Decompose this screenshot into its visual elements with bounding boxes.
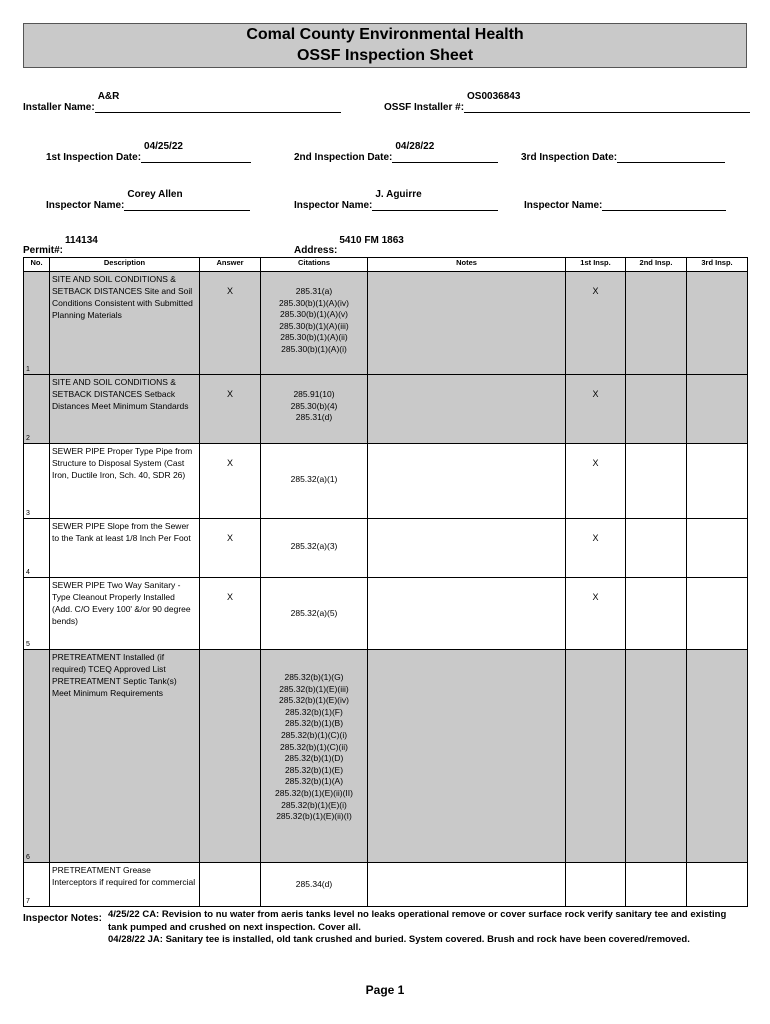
header-notes: Notes [368, 258, 566, 272]
row-insp1: X [566, 578, 626, 650]
row-description: PRETREATMENT Installed (if required) TCEQ Approved List PRETREATMENT Septic Tank(s) Meet Minimum Requirements [50, 650, 200, 863]
row-number: 3 [26, 510, 30, 517]
row-insp3 [687, 272, 748, 375]
header-insp2: 2nd Insp. [626, 258, 687, 272]
row-insp1 [566, 863, 626, 907]
row-insp1 [566, 650, 626, 863]
table-row [24, 272, 748, 375]
row-description: SEWER PIPE Proper Type Pipe from Structure to Disposal System (Cast Iron, Ductile Iron, Sch. 40, SDR 26) [50, 444, 200, 519]
row-answer: X [200, 272, 261, 375]
row-insp2 [626, 863, 687, 907]
row-number: 1 [26, 366, 30, 373]
table-row [24, 863, 748, 907]
header-answer: Answer [200, 258, 261, 272]
row-answer: X [200, 444, 261, 519]
row-notes [368, 578, 566, 650]
row-citations: 285.32(a)(3) [261, 519, 368, 578]
inspector-note-1: 4/25/22 CA: Revision to nu water from aeris tanks level no leaks operational remove or cover surface rock verify sanitary tee and existing tank pumped and crushed on next inspection. Cover all. [108, 909, 727, 933]
row-insp2 [626, 519, 687, 578]
row-insp3 [687, 444, 748, 519]
row-notes [368, 519, 566, 578]
table-row [24, 375, 748, 444]
row-answer: X [200, 578, 261, 650]
installer-name-value: A&R [97, 91, 120, 102]
row-insp1: X [566, 444, 626, 519]
row-answer: X [200, 519, 261, 578]
inspector3-field: Inspector Name: [524, 196, 726, 211]
table-row [24, 444, 748, 519]
row-answer: X [200, 375, 261, 444]
table-header-row [24, 258, 748, 272]
header-no: No. [24, 258, 50, 272]
row-notes [368, 375, 566, 444]
row-number: 7 [26, 898, 30, 905]
row-notes [368, 444, 566, 519]
inspector-notes [108, 909, 748, 947]
row-citations: 285.31(a) 285.30(b)(1)(A)(iv) 285.30(b)(1)(A)(v) 285.30(b)(1)(A)(iii) 285.30(b)(1)(A)(ii) 285.30(b)(1)(A)(i) [261, 272, 368, 375]
third-inspection-date-field: 3rd Inspection Date: [521, 148, 725, 163]
permit-value: 114134 [65, 235, 98, 246]
row-notes [368, 863, 566, 907]
row-notes [368, 272, 566, 375]
header-citations: Citations [261, 258, 368, 272]
first-inspection-date-field: 1st Inspection Date: 04/25/22 [46, 148, 251, 163]
row-citations: 285.34(d) [261, 863, 368, 907]
row-description: PRETREATMENT Grease Interceptors if required for commercial [50, 863, 200, 907]
installer-number-field: OSSF Installer #: OS0036843 [384, 98, 750, 113]
row-insp2 [626, 272, 687, 375]
table-row [24, 519, 748, 578]
row-insp1: X [566, 519, 626, 578]
address-field: Address: 5410 FM 1863 [294, 235, 404, 256]
row-insp2 [626, 650, 687, 863]
row-insp1: X [566, 272, 626, 375]
inspector2-value: J. Aguirre [375, 189, 422, 200]
row-answer [200, 863, 261, 907]
row-description: SITE AND SOIL CONDITIONS & SETBACK DISTANCES Setback Distances Meet Minimum Standards [50, 375, 200, 444]
header-description: Description [50, 258, 200, 272]
first-inspection-date-value: 04/25/22 [144, 141, 183, 152]
header-insp1: 1st Insp. [566, 258, 626, 272]
second-inspection-date-value: 04/28/22 [395, 141, 435, 152]
row-citations: 285.32(a)(1) [261, 444, 368, 519]
second-inspection-date-field: 2nd Inspection Date: 04/28/22 [294, 148, 498, 163]
row-description: SEWER PIPE Slope from the Sewer to the Tank at least 1/8 Inch Per Foot [50, 519, 200, 578]
row-insp2 [626, 375, 687, 444]
row-citations: 285.32(b)(1)(G) 285.32(b)(1)(E)(iii) 285.32(b)(1)(E)(iv) 285.32(b)(1)(F) 285.32(b)(1)(B) 285.32(b)(1)(C)(i) 285.32(b)(1)(C)(ii) 285.32(b)(1)(D) 285.32(b)(1)(E) 285.32(b)(1)(A) 285.32(b)(1)(E)(ii)(II) 285.32(b)(1)(E)(i) 285.32(b)(1)(E)(ii)(I) [261, 650, 368, 863]
row-number: 4 [26, 569, 30, 576]
row-insp3 [687, 650, 748, 863]
row-insp1: X [566, 375, 626, 444]
header-insp3: 3rd Insp. [687, 258, 748, 272]
inspector1-field: Inspector Name: Corey Allen [46, 196, 250, 211]
row-insp3 [687, 519, 748, 578]
row-insp3 [687, 863, 748, 907]
row-insp3 [687, 375, 748, 444]
inspector1-value: Corey Allen [127, 189, 183, 200]
row-citations: 285.91(10) 285.30(b)(4) 285.31(d) [261, 375, 368, 444]
table-row [24, 650, 748, 863]
row-number: 5 [26, 641, 30, 648]
row-answer [200, 650, 261, 863]
address-value: 5410 FM 1863 [339, 235, 404, 246]
installer-name-field: Installer Name: A&R [23, 98, 341, 113]
inspector-note-2: 04/28/22 JA: Sanitary tee is installed, old tank crushed and buried. System covered. Brush and rock have been covered/removed. [108, 934, 690, 945]
form-title: Comal County Environmental Health [246, 26, 524, 43]
row-insp3 [687, 578, 748, 650]
row-number: 6 [26, 854, 30, 861]
form-subtitle: OSSF Inspection Sheet [296, 47, 474, 64]
inspector-notes-label: Inspector Notes: [23, 913, 102, 924]
permit-field: Permit#: 114134 [23, 235, 98, 256]
row-notes [368, 650, 566, 863]
row-insp2 [626, 578, 687, 650]
inspector2-field: Inspector Name: J. Aguirre [294, 196, 498, 211]
installer-number-value: OS0036843 [467, 91, 521, 102]
row-description: SITE AND SOIL CONDITIONS & SETBACK DISTANCES Site and Soil Conditions Consistent with Submitted Planning Materials [50, 272, 200, 375]
row-number: 2 [26, 435, 30, 442]
form-header [23, 23, 747, 68]
table-row [24, 578, 748, 650]
inspection-table [23, 257, 748, 907]
page-number: Page 1 [365, 983, 405, 997]
row-insp2 [626, 444, 687, 519]
row-citations: 285.32(a)(5) [261, 578, 368, 650]
row-description: SEWER PIPE Two Way Sanitary - Type Cleanout Properly Installed (Add. C/O Every 100' &/or 90 degree bends) [50, 578, 200, 650]
